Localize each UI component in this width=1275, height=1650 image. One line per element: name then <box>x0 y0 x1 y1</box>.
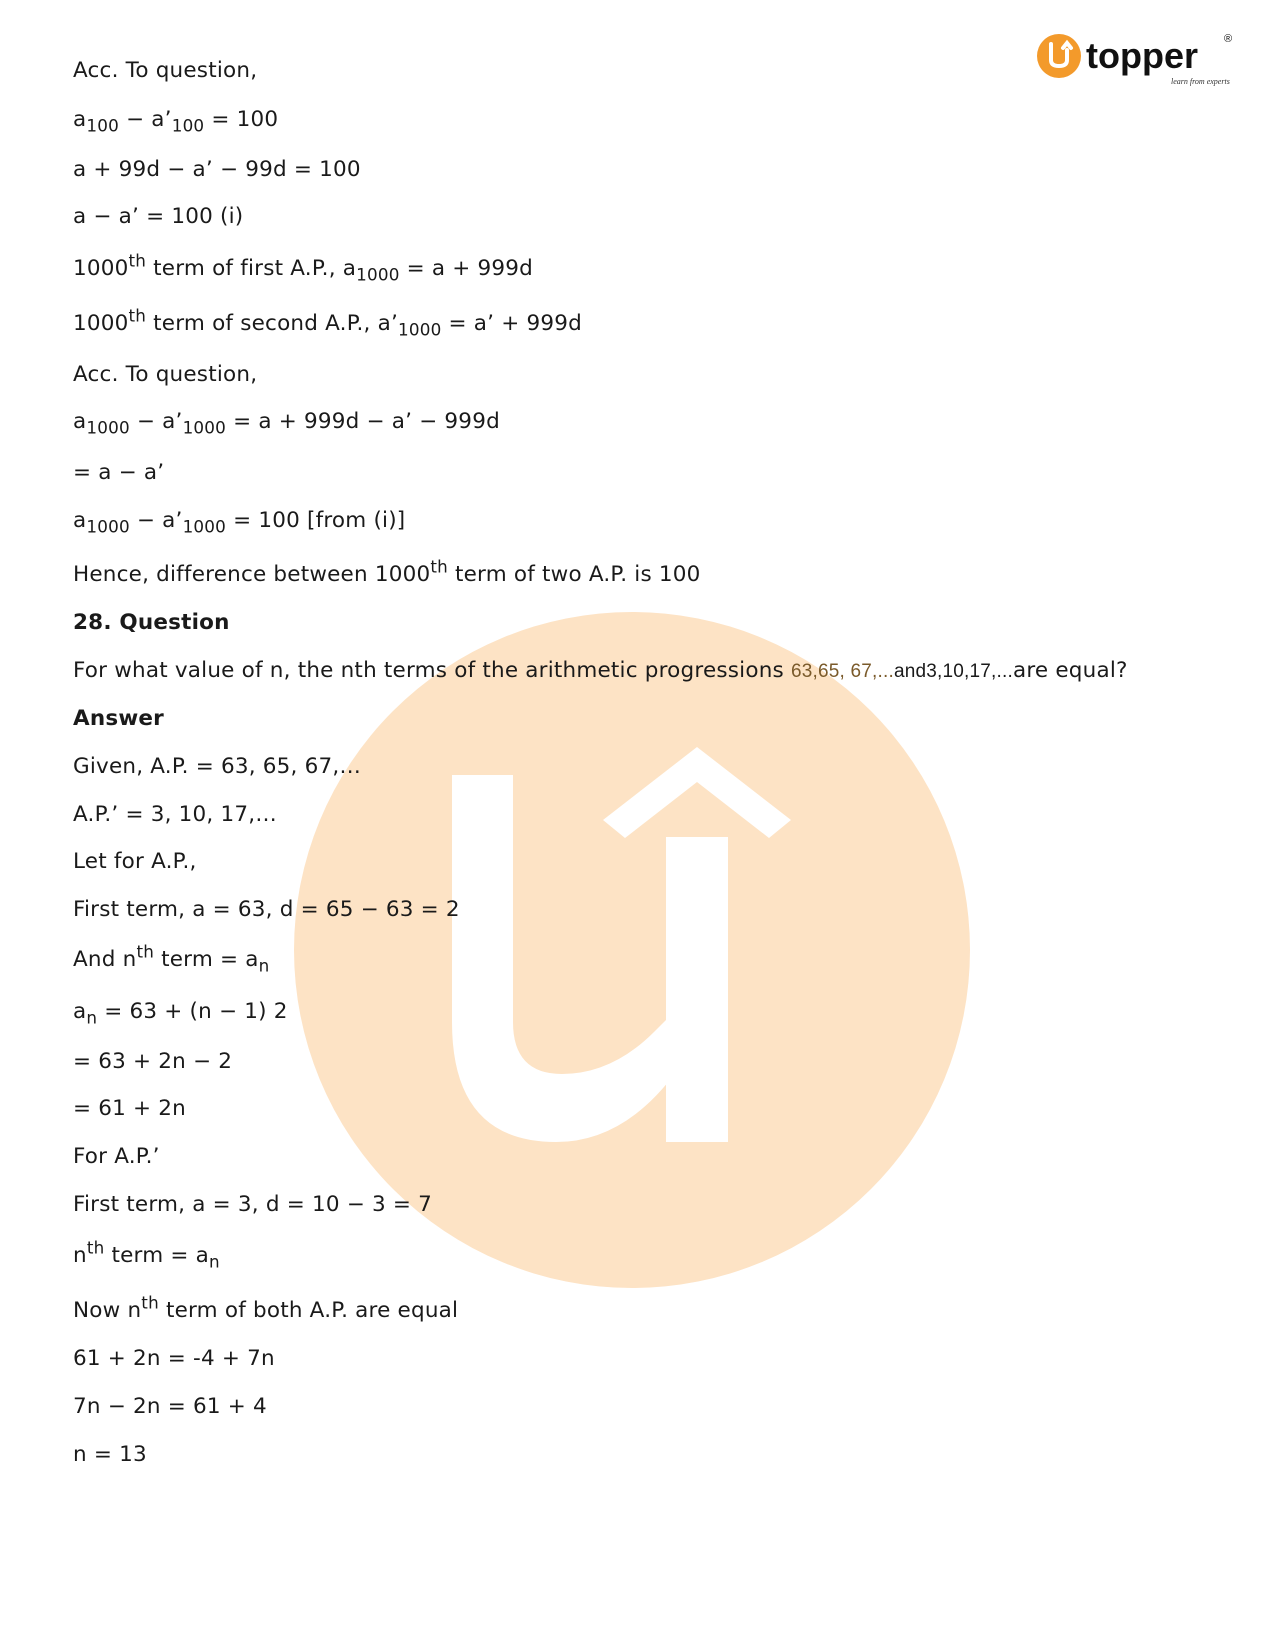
equation-line: $a_n = 63 + (n - 1)$ 2 <box>73 999 288 1028</box>
equation-line: $a_{1000}$ − $a’_{1000} = 100$ [from (i)] <box>73 508 406 537</box>
registered-mark: ® <box>1224 33 1233 45</box>
equation-line: 61 + 2n = -4 + 7n <box>73 1346 275 1371</box>
logo-wordmark: topper <box>1086 35 1198 76</box>
text-line: For A.P.’ <box>73 1144 160 1169</box>
text-line: Given, A.P. = 63, 65, 67,… <box>73 754 362 779</box>
answer-heading: Answer <box>73 706 164 731</box>
equation-line: n = 13 <box>73 1442 147 1467</box>
question-text: For what value of n, the nth terms of the arithmetic progressions 63,65, 67,...and3,10,17,...are equal? <box>73 658 1128 683</box>
equation-line: = a − a’ <box>73 460 165 485</box>
equation-line: First term, a = 63, d = 65 − 63 = 2 <box>73 897 460 922</box>
equation-line: 1000th term of second A.P., $a’_{1000} = a$’ + 999d <box>73 305 582 340</box>
equation-line: $a_{100}$ − $a’_{100} = 100$ <box>73 107 279 136</box>
question-heading: 28. Question <box>73 610 230 635</box>
conclusion-line: Hence, difference between 1000th term of two A.P. is 100 <box>73 556 701 587</box>
topper-logo <box>1036 30 1241 92</box>
equation-line: 1000th term of first A.P., $a_{1000} = a + 999d$ <box>73 250 534 285</box>
logo-tagline: learn from experts <box>1171 77 1230 86</box>
text-line: Acc. To question, <box>73 58 258 83</box>
equation-line: $n^{th}$ term = $a_n$ <box>73 1237 220 1272</box>
equation-line: a + 99d − a’ − 99d = 100 <box>73 157 361 182</box>
equation-line: $a_{1000}$ − $a’_{1000} = a + 999d - a$’ − 999d <box>73 409 500 438</box>
text-line: Let for A.P., <box>73 849 197 874</box>
text-line: A.P.’ = 3, 10, 17,… <box>73 802 277 827</box>
equation-line: = 61 + 2n <box>73 1096 186 1121</box>
text-line: Acc. To question, <box>73 362 258 387</box>
equation-line: First term, a = 3, d = 10 − 3 = 7 <box>73 1192 433 1217</box>
equation-line: = 63 + 2n − 2 <box>73 1049 233 1074</box>
watermark-logo <box>294 612 970 1288</box>
equation-line: 7n − 2n = 61 + 4 <box>73 1394 267 1419</box>
u-circle-icon <box>1037 34 1081 78</box>
text-line: Now $n^{th}$ term of both A.P. are equal <box>73 1292 459 1323</box>
equation-line: a − a’ = 100 (i) <box>73 204 244 229</box>
equation-line: And $n^{th}$ term = $a_n$ <box>73 941 270 976</box>
